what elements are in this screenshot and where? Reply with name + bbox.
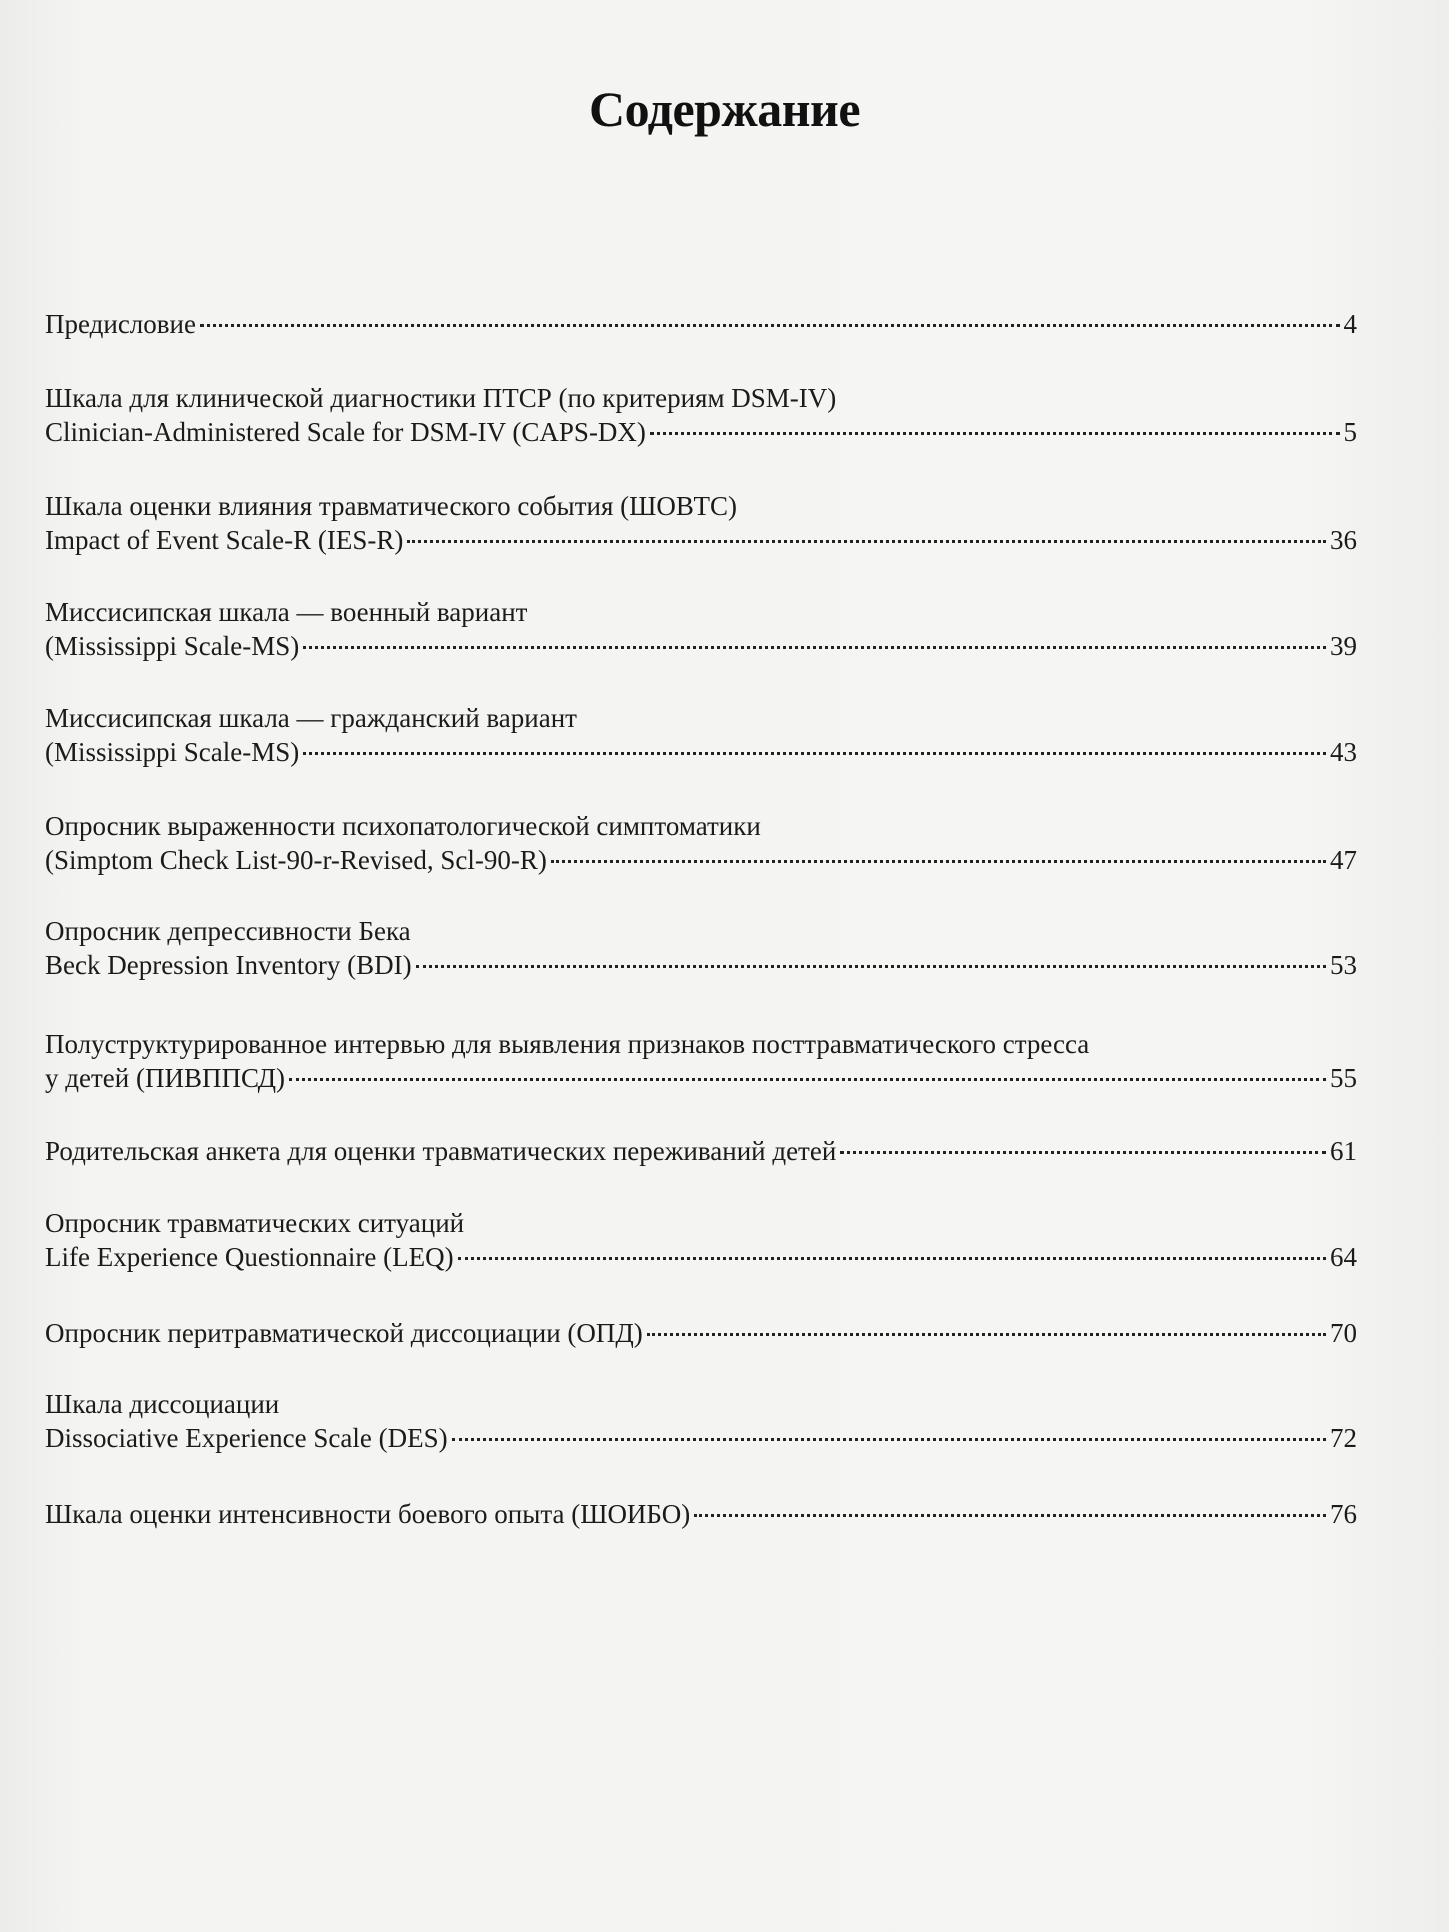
toc-entry-preface[interactable] bbox=[45, 307, 1357, 341]
dot-leader bbox=[694, 1514, 1326, 1517]
toc-page-number: 43 bbox=[1330, 737, 1357, 767]
page-title: Содержание bbox=[588, 81, 861, 137]
dot-leader bbox=[840, 1151, 1326, 1154]
toc-entry-title: Шкала оценки влияния травматического события (ШОВТС) bbox=[45, 491, 737, 521]
dot-leader bbox=[647, 1333, 1326, 1336]
toc-entry-opd[interactable] bbox=[45, 1316, 1357, 1350]
toc-entry-title: Миссисипская шкала — военный вариант bbox=[45, 597, 528, 627]
toc-page-number: 72 bbox=[1330, 1423, 1357, 1453]
toc-entry-title: Полуструктурированное интервью для выявления признаков посттравматического стресса bbox=[45, 1029, 1090, 1059]
toc-page-number: 55 bbox=[1330, 1063, 1357, 1093]
toc-entry-scl-90-r[interactable] bbox=[45, 809, 1357, 877]
toc-entry-subtitle: Impact of Event Scale-R (IES-R) bbox=[45, 525, 404, 555]
toc-entry-title: Шкала для клинической диагностики ПТСР (по критериям DSM-IV) bbox=[45, 383, 837, 413]
toc-entry-bdi[interactable] bbox=[45, 914, 1357, 982]
toc-entry-des[interactable] bbox=[45, 1387, 1357, 1455]
dot-leader bbox=[650, 432, 1340, 435]
toc-page-number: 4 bbox=[1343, 309, 1357, 339]
toc-entry-title: Опросник травматических ситуаций bbox=[45, 1208, 465, 1238]
toc-entry-title: Опросник депрессивности Бека bbox=[45, 916, 411, 946]
toc-entry-mississippi-military[interactable] bbox=[45, 595, 1357, 663]
toc-page-number: 61 bbox=[1330, 1136, 1357, 1166]
toc-entry-caps-dx[interactable] bbox=[45, 381, 1357, 449]
toc-entry-title: Опросник выраженности психопатологической симптоматики bbox=[45, 811, 761, 841]
toc-entry-ies-r[interactable] bbox=[45, 489, 1357, 557]
dot-leader bbox=[303, 752, 1326, 755]
dot-leader bbox=[452, 1438, 1326, 1441]
toc-entry-title: Опросник перитравматической диссоциации (ОПД) bbox=[45, 1318, 643, 1348]
toc-page-number: 64 bbox=[1330, 1242, 1357, 1272]
toc-page-number: 36 bbox=[1330, 525, 1357, 555]
toc-entry-title: Родительская анкета для оценки травматических переживаний детей bbox=[45, 1136, 837, 1166]
dot-leader bbox=[416, 965, 1326, 968]
toc-page-number: 76 bbox=[1330, 1499, 1357, 1529]
toc-entry-title: Предисловие bbox=[45, 309, 196, 339]
dot-leader bbox=[407, 540, 1326, 543]
toc-page-number: 70 bbox=[1330, 1318, 1357, 1348]
toc-entry-title: Миссисипская шкала — гражданский вариант bbox=[45, 703, 577, 733]
toc-entry-parent-questionnaire[interactable] bbox=[45, 1134, 1357, 1168]
toc-page-number: 53 bbox=[1330, 950, 1357, 980]
toc-page-number: 47 bbox=[1330, 845, 1357, 875]
toc-entry-subtitle: Beck Depression Inventory (BDI) bbox=[45, 950, 412, 980]
toc-entry-subtitle: Clinician-Administered Scale for DSM-IV (CAPS-DX) bbox=[45, 417, 646, 447]
dot-leader bbox=[458, 1257, 1326, 1260]
dot-leader bbox=[289, 1078, 1326, 1081]
toc-entry-subtitle: Life Experience Questionnaire (LEQ) bbox=[45, 1242, 454, 1272]
toc-entry-shoibo[interactable] bbox=[45, 1497, 1357, 1531]
toc-entry-subtitle: Dissociative Experience Scale (DES) bbox=[45, 1423, 448, 1453]
toc-page-number: 5 bbox=[1343, 417, 1357, 447]
toc-entry-pivppsd[interactable] bbox=[45, 1027, 1357, 1095]
toc-entry-subtitle: (Simptom Check List-90-r-Revised, Scl-90-R) bbox=[45, 845, 547, 875]
toc-page-number: 39 bbox=[1330, 631, 1357, 661]
toc-entry-subtitle: у детей (ПИВППСД) bbox=[45, 1063, 286, 1093]
dot-leader bbox=[303, 646, 1326, 649]
toc-entry-subtitle: (Mississippi Scale-MS) bbox=[45, 737, 300, 767]
toc-entry-title: Шкала оценки интенсивности боевого опыта (ШОИБО) bbox=[45, 1499, 691, 1529]
toc-entry-title: Шкала диссоциации bbox=[45, 1389, 280, 1419]
toc-entry-leq[interactable] bbox=[45, 1206, 1357, 1274]
dot-leader bbox=[551, 860, 1326, 863]
toc-entry-subtitle: (Mississippi Scale-MS) bbox=[45, 631, 300, 661]
toc-entry-mississippi-civilian[interactable] bbox=[45, 701, 1357, 769]
dot-leader bbox=[200, 324, 1340, 327]
